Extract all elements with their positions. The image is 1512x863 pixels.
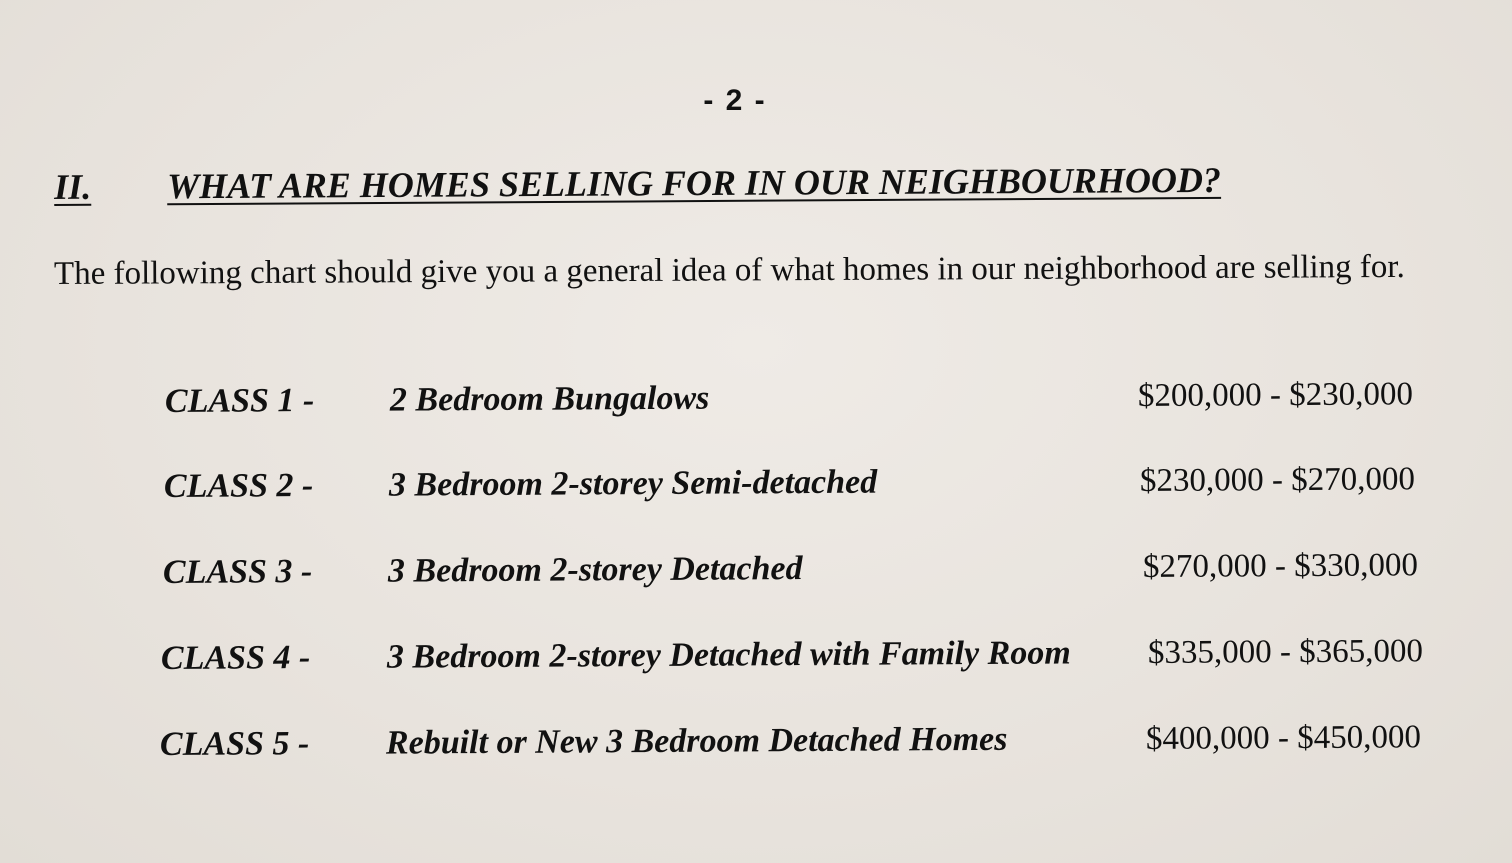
class-row-5 [0,714,1512,769]
class-row-3 [0,542,1512,597]
class-price-range: $230,000 - $270,000 [1139,461,1416,500]
class-label: CLASS 1 - [164,382,315,420]
class-description: 2 Bedroom Bungalows [389,379,710,419]
class-description: 3 Bedroom 2-storey Detached [387,550,803,590]
section-numeral: II. [54,166,92,207]
class-description: 3 Bedroom 2-storey Detached with Family Room [386,634,1071,676]
class-description: Rebuilt or New 3 Bedroom Detached Homes [385,720,1008,762]
class-label: CLASS 4 - [160,639,311,677]
class-label: CLASS 2 - [163,467,314,505]
class-row-4 [0,628,1512,683]
class-price-range: $200,000 - $230,000 [1137,376,1414,415]
class-row-1 [0,371,1512,426]
section-title: WHAT ARE HOMES SELLING FOR IN OUR NEIGHBOURHOOD? [167,159,1222,207]
class-price-range: $335,000 - $365,000 [1147,633,1424,671]
intro-paragraph: The following chart should give you a general idea of what homes in our neighborhood are selling for. [53,248,1405,292]
class-price-range: $270,000 - $330,000 [1142,547,1419,585]
class-description: 3 Bedroom 2-storey Semi-detached [388,463,878,504]
class-price-range: $400,000 - $450,000 [1145,719,1422,757]
page-number: - 2 - [703,84,767,117]
class-label: CLASS 3 - [162,553,313,591]
class-label: CLASS 5 - [159,725,310,763]
class-row-2 [0,456,1512,511]
